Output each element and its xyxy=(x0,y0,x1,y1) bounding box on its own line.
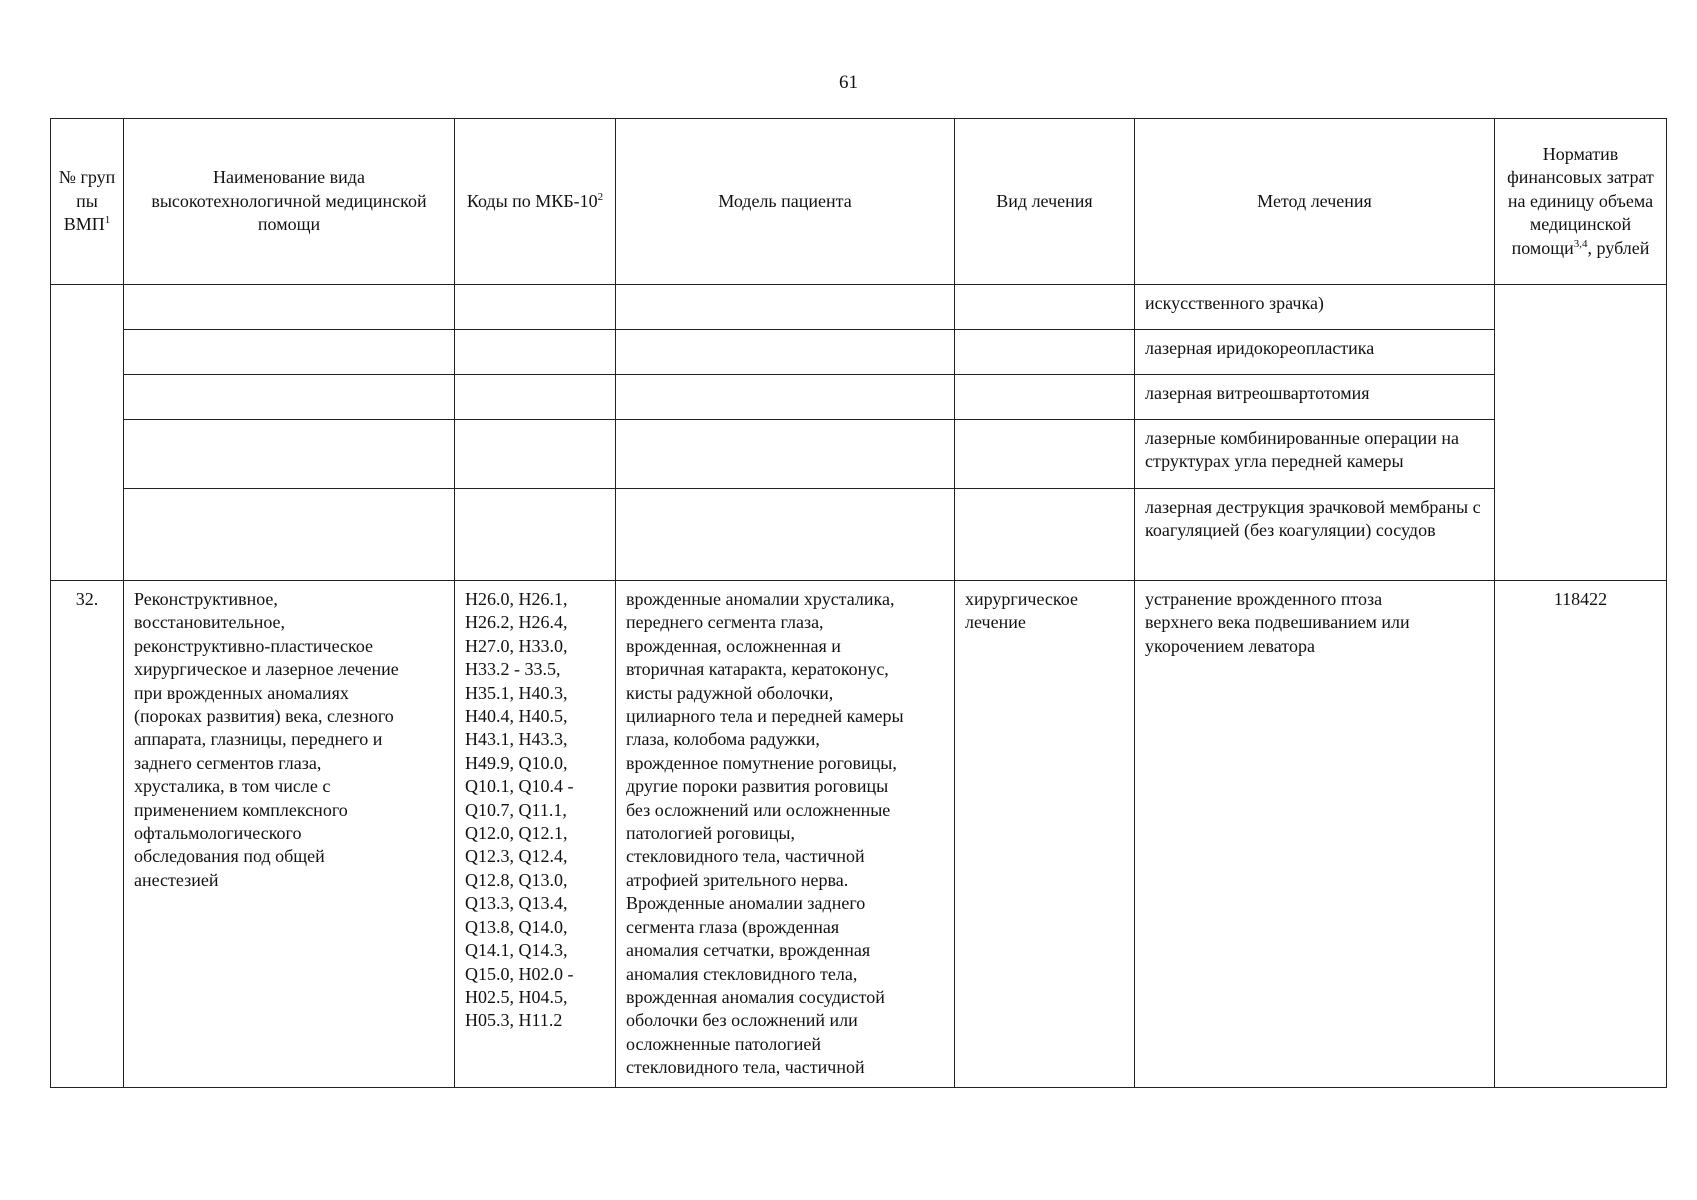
header-treatment-method: Метод лечения xyxy=(1135,119,1495,285)
header-icd-codes-text: Коды по МКБ-10 xyxy=(466,190,598,211)
header-cost-norm-suffix: , рублей xyxy=(1587,237,1650,258)
cell-empty xyxy=(455,489,616,581)
cell-icd-codes: H26.0, H26.1, H26.2, H26.4, H27.0, H33.0, H33.2 - 33.5, H35.1, H40.3, H40.4, H40.5, H43.1, H43.3, H49.9, Q10.0, Q10.1, Q10.4 - Q10.7, Q11.1, Q12.0, Q12.1, Q12.3, Q12.4, Q12.8, Q13.0, Q13.3, Q13.4, Q13.8, Q14.0, Q14.1, Q14.3, Q15.0, H02.0 - H02.5, H04.5, H05.3, H11.2 xyxy=(455,581,616,1088)
footnote-1-marker: 1 xyxy=(104,214,111,227)
cell-empty xyxy=(955,420,1135,489)
cell-group-no-empty xyxy=(51,285,124,581)
cell-type-name: Реконструктивное, восстановительное, реконструктивно-пластическое хирургическое и лазерное лечение при врожденных аномалиях (пороках развития) века, слезного аппарата, глазницы, переднего и заднего сегментов глаза, хрусталика, в том числе с применением комплексного офтальмологического обследования под общей анестезией xyxy=(124,581,455,1088)
header-row xyxy=(51,119,1667,285)
cell-treatment-type: хирургическое лечение xyxy=(955,581,1135,1088)
cell-empty xyxy=(616,489,955,581)
cell-empty xyxy=(955,330,1135,375)
cell-empty xyxy=(955,489,1135,581)
cell-patient-model: врожденные аномалии хрусталика, переднего сегмента глаза, врожденная, осложненная и вторичная катаракта, кератоконус, кисты радужной оболочки, цилиарного тела и передней камеры глаза, колобома радужки, врожденное помутнение роговицы, другие пороки развития роговицы без осложнений или осложненные патологией роговицы, стекловидного тела, частичной атрофией зрительного нерва. Врожденные аномалии заднего сегмента глаза (врожденная аномалия сетчатки, врожденная аномалия стекловидного тела, врожденная аномалия сосудистой оболочки без осложнений или осложненные патологией стекловидного тела, частичной xyxy=(616,581,955,1088)
cell-treatment-method: лазерная иридокореопластика xyxy=(1135,330,1495,375)
cell-empty xyxy=(955,375,1135,420)
cell-empty xyxy=(124,330,455,375)
header-group-no-text: № груп пы ВМП xyxy=(58,167,116,235)
cell-empty xyxy=(124,285,455,330)
table-row xyxy=(51,420,1667,489)
header-group-no xyxy=(51,119,124,285)
cell-empty xyxy=(124,489,455,581)
cell-empty xyxy=(616,420,955,489)
cell-empty xyxy=(124,420,455,489)
cell-empty xyxy=(616,375,955,420)
table-row-32 xyxy=(51,581,1667,1088)
cell-treatment-method: искусственного зрачка) xyxy=(1135,285,1495,330)
cell-treatment-method: лазерная деструкция зрачковой мембраны с коагуляцией (без коагуляции) сосудов xyxy=(1135,489,1495,581)
header-cost-norm xyxy=(1495,119,1667,285)
footnote-2-marker: 2 xyxy=(597,190,604,203)
cell-group-no: 32. xyxy=(51,581,124,1088)
cell-treatment-method: лазерная витреошвартотомия xyxy=(1135,375,1495,420)
table-row xyxy=(51,285,1667,330)
table-row xyxy=(51,375,1667,420)
table-row xyxy=(51,330,1667,375)
cell-empty xyxy=(616,330,955,375)
vmp-table xyxy=(50,118,1667,1088)
cell-empty xyxy=(455,285,616,330)
header-type-name: Наименование вида высокотехнологичной медицинской помощи xyxy=(124,119,455,285)
cell-empty xyxy=(124,375,455,420)
cell-empty xyxy=(455,420,616,489)
footnote-3-4-marker: 3,4 xyxy=(1573,237,1588,250)
header-treatment-type: Вид лечения xyxy=(955,119,1135,285)
cell-treatment-method: лазерные комбинированные операции на структурах угла передней камеры xyxy=(1135,420,1495,489)
cell-treatment-method: устранение врожденного птоза верхнего века подвешиванием или укорочением леватора xyxy=(1135,581,1495,1088)
page-number: 61 xyxy=(839,72,858,93)
header-patient-model: Модель пациента xyxy=(616,119,955,285)
header-icd-codes xyxy=(455,119,616,285)
cell-empty xyxy=(955,285,1135,330)
cell-cost-norm-empty xyxy=(1495,285,1667,581)
header-cost-norm-text: Норматив финансовых затрат на единицу объема медицинской помощи xyxy=(1507,143,1654,258)
cell-empty xyxy=(455,375,616,420)
cell-empty xyxy=(616,285,955,330)
table-row xyxy=(51,489,1667,581)
cell-cost-norm: 118422 xyxy=(1495,581,1667,1088)
cell-empty xyxy=(455,330,616,375)
